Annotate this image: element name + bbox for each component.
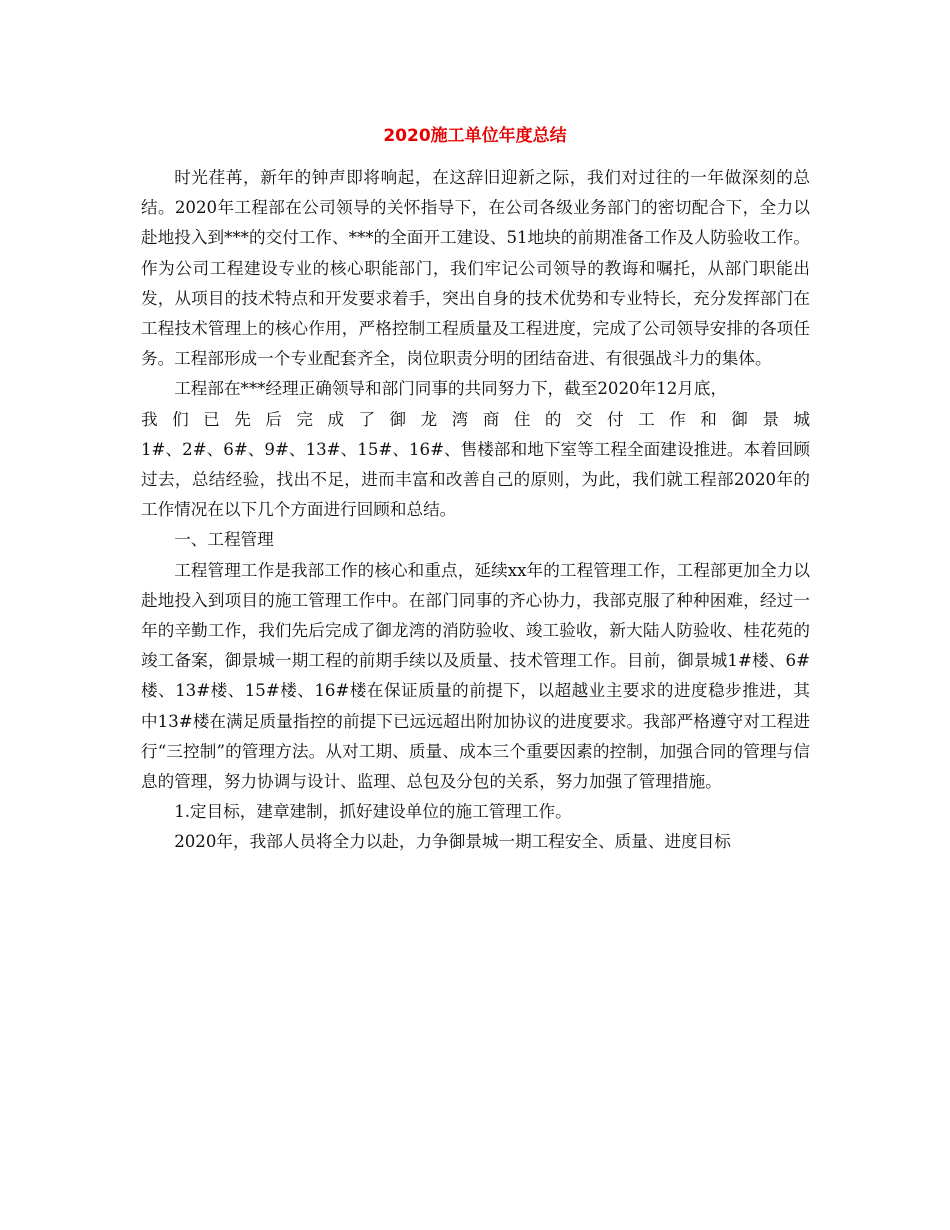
- document-title: 2020施工单位年度总结: [383, 126, 567, 146]
- paragraph-progress: [141, 374, 810, 525]
- paragraph-progress-line1: 工程部在***经理正确领导和部门同事的共同努力下，截至2020年12月底，: [174, 379, 728, 399]
- paragraph-2020-goals: 2020年，我部人员将全力以赴，力争御景城一期工程安全、质量、进度目标: [174, 832, 731, 852]
- paragraph-engineering-management: 工程管理工作是我部工作的核心和重点，延续xx年的工程管理工作，工程部更加全力以赴地投入到项目的施工管理工作中。在部门同事的齐心协力，我部克服了种种困难，经过一年的辛勤工作，我们先后完成了御龙湾的消防验收、竣工验收，新大陆人防验收、桂花苑的竣工备案，御景城一期工程的前期手续以及质量、技术管理工作。目前，御景城1#楼、6#楼、13#楼、15#楼、16#楼在保证质量的前提下，以超越业主要求的进度稳步推进，其中13#楼在满足质量指控的前提下已远远超出附加协议的进度要求。我部严格遵守对工程进行“三控制”的管理方法。从对工期、质量、成本三个重要因素的控制，加强合同的管理与信息的管理，努力协调与设计、监理、总包及分包的关系，努力加强了管理措施。: [141, 560, 810, 792]
- paragraph-progress-rest: 1#、2#、6#、9#、13#、15#、16#、售楼部和地下室等工程全面建设推进。本着回顾过去，总结经验，找出不足，进而丰富和改善自己的原则，为此，我们就工程部2020年的工作情况在以下几个方面进行回顾和总结。: [141, 439, 810, 520]
- paragraph-progress-line2: 我们已先后完成了御龙湾商住的交付工作和御景城: [141, 409, 810, 429]
- document-body: [141, 163, 810, 858]
- subsection-heading-targets: 1.定目标，建章建制，抓好建设单位的施工管理工作。: [174, 802, 572, 822]
- paragraph-intro: 时光荏苒，新年的钟声即将响起，在这辞旧迎新之际，我们对过往的一年做深刻的总结。2020年工程部在公司领导的关怀指导下，在公司各级业务部门的密切配合下，全力以赴地投入到***的交付工作、***的全面开工建设、51地块的前期准备工作及人防验收工作。作为公司工程建设专业的核心职能部门，我们牢记公司领导的教诲和嘱托，从部门职能出发，从项目的技术特点和开发要求着手，突出自身的技术优势和专业特长，充分发挥部门在工程技术管理上的核心作用，严格控制工程质量及工程进度，完成了公司领导安排的各项任务。工程部形成一个专业配套齐全，岗位职责分明的团结奋进、有很强战斗力的集体。: [141, 168, 810, 369]
- section-heading-engineering-management: 一、工程管理: [174, 530, 274, 550]
